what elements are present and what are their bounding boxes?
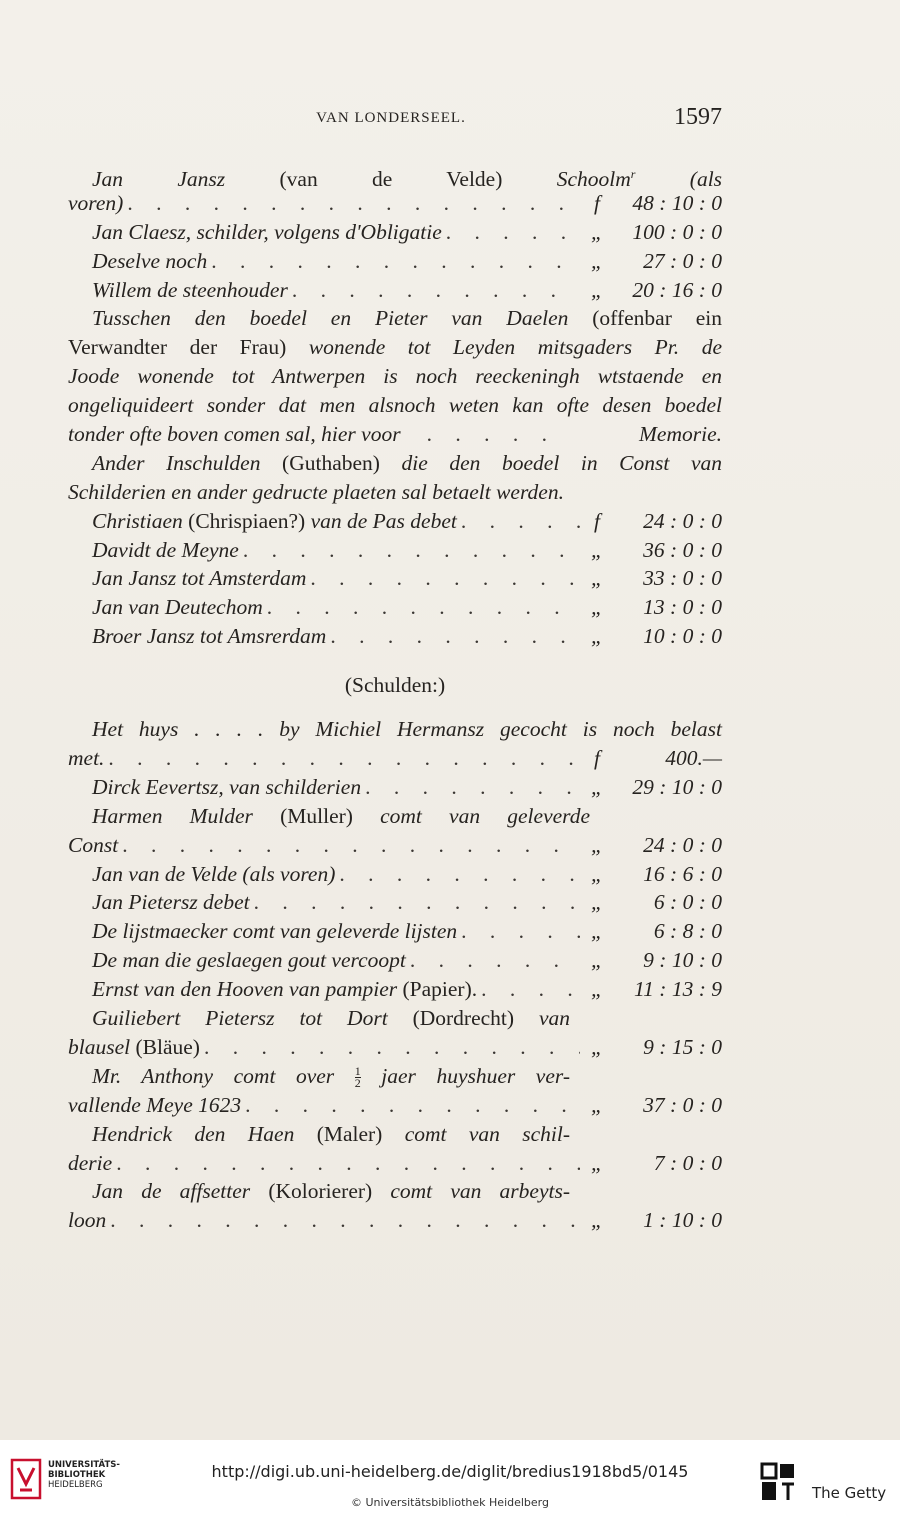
ledger-amount: 6 : 8 : 0 — [653, 919, 722, 944]
currency-mark: „ — [591, 832, 603, 857]
annotation: (offenbar ein — [592, 306, 722, 331]
currency-mark: „ — [591, 595, 603, 620]
ledger-row — [68, 247, 722, 276]
leader-dots — [365, 773, 580, 802]
annotation: (Guthaben) — [282, 450, 380, 475]
text-line — [68, 333, 722, 362]
text-fragment: comt van schil- — [404, 1121, 571, 1146]
text-fragment: jaer huyshuer ver- — [381, 1063, 570, 1088]
currency-mark: „ — [591, 948, 603, 973]
currency-mark: f — [594, 746, 600, 771]
text-fragment: (als — [689, 167, 723, 192]
currency-mark: „ — [591, 977, 603, 1002]
ledger-amount: 24 : 0 : 0 — [643, 832, 722, 857]
leader-dots — [481, 975, 580, 1004]
ledger-label: Deselve noch — [92, 248, 208, 273]
viewer-footer — [0, 1440, 900, 1517]
currency-mark: „ — [591, 890, 603, 915]
ledger-row — [68, 564, 722, 593]
leader-dots — [108, 744, 580, 773]
permalink-url[interactable]: http://digi.ub.uni-heidelberg.de/diglit/bredius1918bd5/0145 — [211, 1462, 689, 1481]
ledger-amount: 400.— — [665, 746, 722, 771]
text-fragment: Tusschen den boedel en Pieter van Daelen — [92, 306, 569, 331]
currency-mark: „ — [591, 861, 603, 886]
ledger-label: Jan van de Velde (als voren) — [92, 861, 336, 886]
ledger-amount: 37 : 0 : 0 — [643, 1092, 722, 1117]
leader-dots — [446, 218, 580, 247]
ledger-row — [68, 189, 722, 218]
text-line — [68, 802, 590, 831]
ledger-amount: 6 : 0 : 0 — [653, 890, 722, 915]
copyright-notice: © Universitätsbibliothek Heidelberg — [350, 1496, 549, 1509]
text-line — [68, 1004, 570, 1033]
text-line — [68, 1062, 570, 1091]
currency-mark: „ — [591, 1034, 603, 1059]
ledger-label: met. — [68, 746, 105, 771]
ledger-label: Davidt de Meyne — [92, 537, 239, 562]
leader-dots — [204, 1033, 580, 1062]
text-fragment: Jan de affsetter — [92, 1179, 251, 1204]
text-line — [68, 304, 722, 333]
ledger-amount: 10 : 0 : 0 — [643, 624, 722, 649]
leader-dots — [254, 888, 580, 917]
leader-dots — [310, 564, 580, 593]
getty-name: The Getty — [812, 1484, 887, 1502]
ledger-amount: 36 : 0 : 0 — [643, 537, 722, 562]
text-line — [68, 160, 723, 192]
leader-dots — [110, 1206, 580, 1235]
ledger-amount: 13 : 0 : 0 — [643, 595, 722, 620]
leader-dots — [245, 1091, 580, 1120]
ledger-amount: 33 : 0 : 0 — [643, 566, 722, 591]
page-body — [68, 160, 722, 1235]
currency-mark: f — [594, 190, 600, 215]
ledger-label: tonder ofte boven comen sal, hier voor — [68, 422, 401, 447]
leader-dots — [330, 622, 580, 651]
leader-dots — [292, 276, 580, 305]
text-fragment: Hendrick den Haen — [92, 1121, 295, 1146]
currency-mark: „ — [591, 277, 603, 302]
fraction: $\frac{1}{2}$ — [354, 1064, 361, 1091]
text-fragment: Ander Inschulden — [92, 450, 261, 475]
ledger-amount: 27 : 0 : 0 — [643, 248, 722, 273]
currency-mark: „ — [591, 1150, 603, 1175]
leader-dots — [267, 593, 580, 622]
ledger-row — [68, 420, 722, 449]
currency-mark: „ — [591, 624, 603, 649]
ledger-row — [68, 917, 722, 946]
text-line — [68, 449, 722, 478]
text-fragment: Mr. Anthony comt over — [92, 1063, 335, 1088]
annotation: Verwandter der Frau) — [68, 335, 287, 360]
ledger-amount: 7 : 0 : 0 — [653, 1150, 722, 1175]
ledger-label: Jan Claesz, schilder, volgens d'Obligatie — [92, 219, 442, 244]
ledger-row — [68, 1091, 722, 1120]
ledger-label: Jan van Deutechom — [92, 595, 263, 620]
leader-dots — [339, 860, 580, 889]
ledger-label: Dirck Eevertsz, van schilderien — [92, 774, 362, 799]
ledger-label: vallende Meye 1623 — [68, 1092, 242, 1117]
ledger-label: blausel (Bläue) — [68, 1034, 200, 1059]
ledger-amount: Memorie. — [639, 422, 722, 447]
ledger-label: derie — [68, 1150, 113, 1175]
currency-mark: „ — [591, 219, 603, 244]
running-head: VAN LONDERSEEL. — [316, 110, 466, 126]
text-line: Schilderien en ander gedructe plaeten sal betaelt werden. — [68, 479, 564, 504]
leader-dots — [127, 189, 580, 218]
page-header — [60, 104, 722, 136]
ledger-label: Const — [68, 832, 119, 857]
currency-mark: „ — [591, 1208, 603, 1233]
annotation: (van de Velde) — [279, 167, 503, 192]
currency-mark: „ — [591, 919, 603, 944]
annotation: (Maler) — [316, 1121, 383, 1146]
ledger-row — [68, 744, 722, 773]
text-fragment: Guiliebert Pietersz tot Dort — [92, 1006, 388, 1031]
leader-dots — [461, 507, 580, 536]
currency-mark: „ — [591, 248, 603, 273]
text-fragment: wonende tot Leyden mitsgaders Pr. de — [308, 335, 722, 360]
currency-mark: „ — [591, 537, 603, 562]
getty-logo-icon[interactable] — [760, 1462, 796, 1502]
ledger-row — [68, 622, 722, 651]
text-fragment: comt van geleverde — [380, 803, 591, 828]
currency-mark: „ — [591, 1092, 603, 1117]
text-fragment: die den boedel in Const van — [401, 450, 722, 475]
ledger-amount: 100 : 0 : 0 — [632, 219, 722, 244]
ledger-label: De lijstmaecker comt van geleverde lijsten — [92, 919, 458, 944]
text-line: ongeliquideert sonder dat men alsnoch weten kan ofte desen boedel — [68, 393, 722, 418]
ledger-row — [68, 831, 722, 860]
ledger-amount: 29 : 10 : 0 — [632, 774, 722, 799]
ledger-label: Christiaen (Chrispiaen?) van de Pas debet — [92, 508, 457, 533]
person-name: Jan Jansz — [92, 167, 226, 192]
ledger-amount: 11 : 13 : 9 — [634, 977, 722, 1002]
leader-dots — [243, 536, 580, 565]
ledger-row — [68, 218, 722, 247]
ledger-amount: 20 : 16 : 0 — [632, 277, 722, 302]
annotation: (Kolorierer) — [268, 1179, 373, 1204]
ledger-row — [68, 593, 722, 622]
text-line — [68, 1120, 570, 1149]
text-fragment: Harmen Mulder — [92, 803, 253, 828]
section-title: (Schulden:) — [344, 673, 446, 698]
ledger-amount: 48 : 10 : 0 — [632, 190, 722, 215]
ledger-row — [68, 276, 722, 305]
occupation: Schoolm$^r$ — [556, 167, 636, 192]
ledger-amount: 9 : 10 : 0 — [643, 948, 722, 973]
ledger-label: Jan Jansz tot Amsterdam — [92, 566, 307, 591]
leader-dots — [461, 917, 580, 946]
ledger-label: loon — [68, 1208, 107, 1233]
leader-dots — [122, 831, 580, 860]
ledger-row — [68, 1149, 722, 1178]
text-line: Joode wonende tot Antwerpen is noch reeckeningh wtstaende en — [68, 364, 722, 389]
ledger-row — [68, 1033, 722, 1062]
currency-mark: f — [594, 508, 600, 533]
annotation: (Dordrecht) — [412, 1006, 515, 1031]
ledger-row — [68, 773, 722, 802]
leader-dots — [410, 946, 580, 975]
ledger-label: voren) — [68, 190, 124, 215]
ledger-amount: 9 : 15 : 0 — [643, 1034, 722, 1059]
ledger-row — [68, 507, 722, 536]
ledger-amount: 24 : 0 : 0 — [643, 508, 722, 533]
ledger-label: Jan Pietersz debet — [92, 890, 250, 915]
leader-dots — [211, 247, 580, 276]
ledger-row — [68, 946, 722, 975]
leader-dots — [116, 1149, 580, 1178]
text-line — [68, 1177, 570, 1206]
ledger-label: Willem de steenhouder — [92, 277, 288, 302]
text-fragment: comt van arbeyts- — [390, 1179, 570, 1204]
ledger-amount: 1 : 10 : 0 — [643, 1208, 722, 1233]
ledger-amount: 16 : 6 : 0 — [643, 861, 722, 886]
text-line: Het huys . . . . by Michiel Hermansz gecocht is noch belast — [92, 717, 722, 742]
currency-mark: „ — [591, 566, 603, 591]
ledger-row — [68, 1206, 722, 1235]
annotation: (Muller) — [280, 803, 353, 828]
leader-dots — [427, 420, 557, 449]
ledger-row — [68, 860, 722, 889]
ledger-row — [68, 975, 722, 1004]
university-name: UNIVERSITÄTS- BIBLIOTHEK HEIDELBERG — [48, 1460, 120, 1490]
ledger-label: Broer Jansz tot Amsrerdam — [92, 624, 327, 649]
ledger-row — [68, 888, 722, 917]
ledger-row — [68, 536, 722, 565]
currency-mark: „ — [591, 774, 603, 799]
ledger-label: De man die geslaegen gout vercoopt — [92, 948, 406, 973]
page-number: 1597 — [674, 104, 722, 130]
ledger-label: Ernst van den Hooven van pampier (Papier). — [92, 977, 478, 1002]
text-fragment: van — [538, 1006, 571, 1031]
